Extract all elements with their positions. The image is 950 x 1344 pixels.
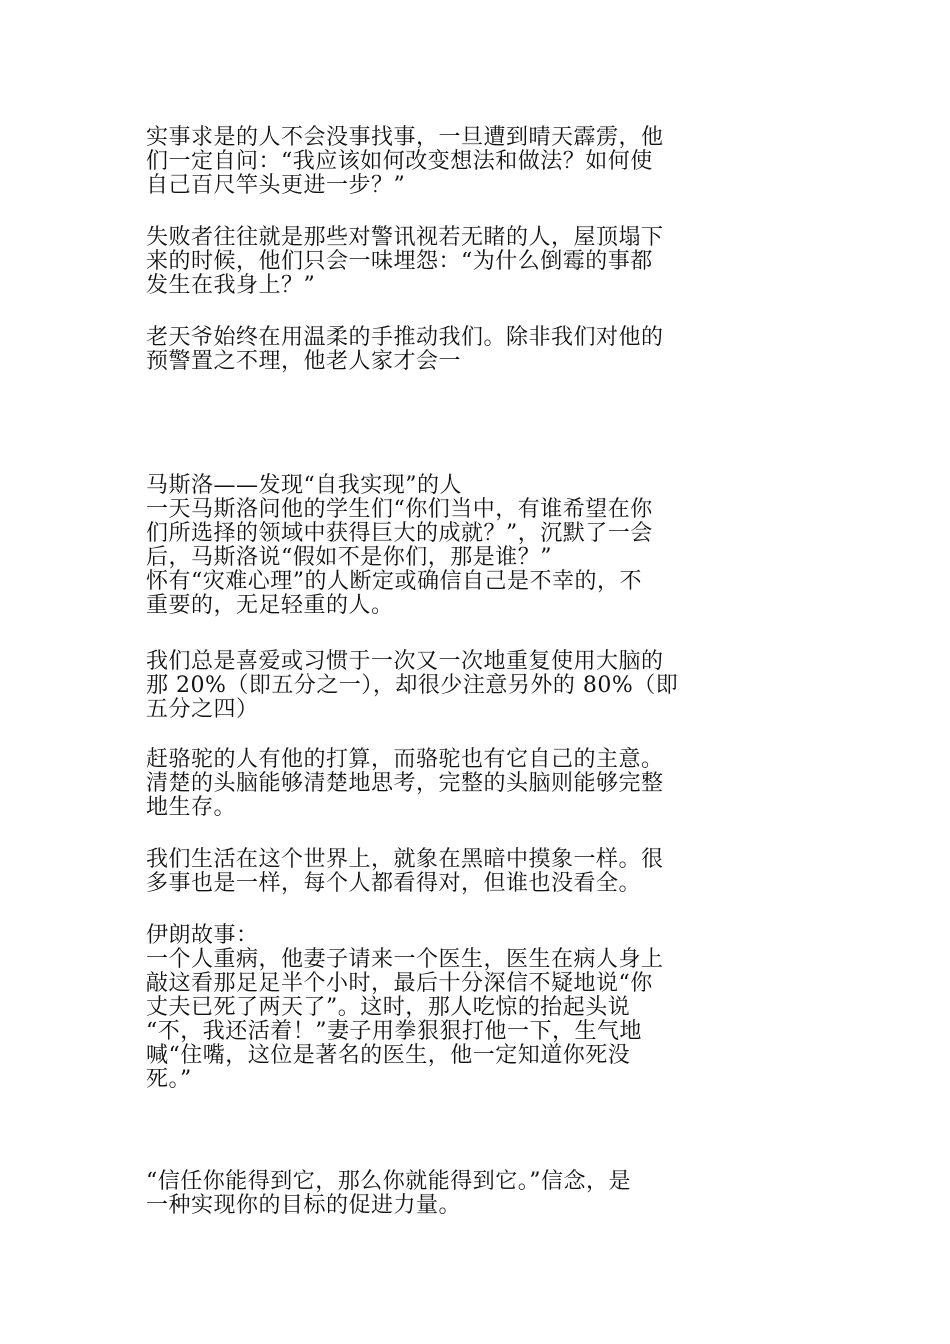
paragraph-elephant — [146, 848, 806, 896]
text-line: 后，马斯洛说“假如不是你们，那是谁？” — [146, 545, 552, 570]
text-line: 怀有“灾难心理”的人断定或确信自己是不幸的，不 — [146, 569, 642, 594]
text-line: 多事也是一样，每个人都看得对，但谁也没看全。 — [146, 871, 642, 896]
paragraph-failure — [146, 226, 806, 298]
text-line: 我们总是喜爱或习惯于一次又一次地重复使用大脑的 — [146, 649, 664, 674]
text-line: 赶骆驼的人有他的打算，而骆驼也有它自己的主意。 — [146, 747, 664, 772]
paragraph-iran-story — [146, 924, 806, 1092]
paragraph-brain — [146, 650, 806, 722]
text-line: 发生在我身上？” — [146, 273, 316, 298]
text-line: 我们生活在这个世界上，就象在黑暗中摸象一样。很 — [146, 847, 664, 872]
text-line: 重要的，无足轻重的人。 — [146, 593, 394, 618]
text-line: “信任你能得到它，那么你就能得到它。”信念，是 — [146, 1169, 631, 1194]
text-line: 实事求是的人不会没事找事，一旦遭到晴天霹雳，他 — [146, 125, 664, 150]
text-line: 们所选择的领域中获得巨大的成就？”，沉默了一会 — [146, 521, 653, 546]
text-line: 马斯洛——发现“自我实现”的人 — [146, 473, 462, 498]
text-line: 预警置之不理，他老人家才会一 — [146, 349, 462, 374]
paragraph-maslow — [146, 474, 806, 618]
text-line: 来的时候，他们只会一味埋怨：“为什么倒霉的事都 — [146, 249, 653, 274]
text-line: “不，我还活着！”妻子用拳狠狠打他一下，生气地 — [146, 1019, 642, 1044]
paragraph-belief — [146, 1170, 806, 1218]
text-line: 失败者往往就是那些对警讯视若无睹的人，屋顶塌下 — [146, 225, 664, 250]
text-line: 一个人重病，他妻子请来一个医生，医生在病人身上 — [146, 947, 664, 972]
text-line: 丈夫已死了两天了”。这时，那人吃惊的抬起头说 — [146, 995, 631, 1020]
text-line: 敲这看那足足半个小时，最后十分深信不疑地说“你 — [146, 971, 653, 996]
text-line: 地生存。 — [146, 795, 237, 820]
text-line: 们一定自问：“我应该如何改变想法和做法？如何使 — [146, 149, 653, 174]
text-line: 那 20%（即五分之一），却很少注意另外的 80%（即 — [146, 673, 679, 698]
text-line: 喊“住嘴，这位是著名的医生，他一定知道你死没 — [146, 1043, 631, 1068]
text-line: 自己百尺竿头更进一步？” — [146, 173, 406, 198]
text-line: 五分之四） — [146, 697, 259, 722]
text-line: 一种实现你的目标的促进力量。 — [146, 1193, 462, 1218]
paragraph-providence — [146, 326, 806, 374]
text-line: 老天爷始终在用温柔的手推动我们。除非我们对他的 — [146, 325, 664, 350]
text-line: 死。” — [146, 1067, 192, 1092]
paragraph-realism — [146, 126, 806, 198]
text-line: 伊朗故事： — [146, 923, 259, 948]
text-line: 一天马斯洛问他的学生们“你们当中，有谁希望在你 — [146, 497, 653, 522]
text-line: 清楚的头脑能够清楚地思考，完整的头脑则能够完整 — [146, 771, 664, 796]
paragraph-camel — [146, 748, 806, 820]
